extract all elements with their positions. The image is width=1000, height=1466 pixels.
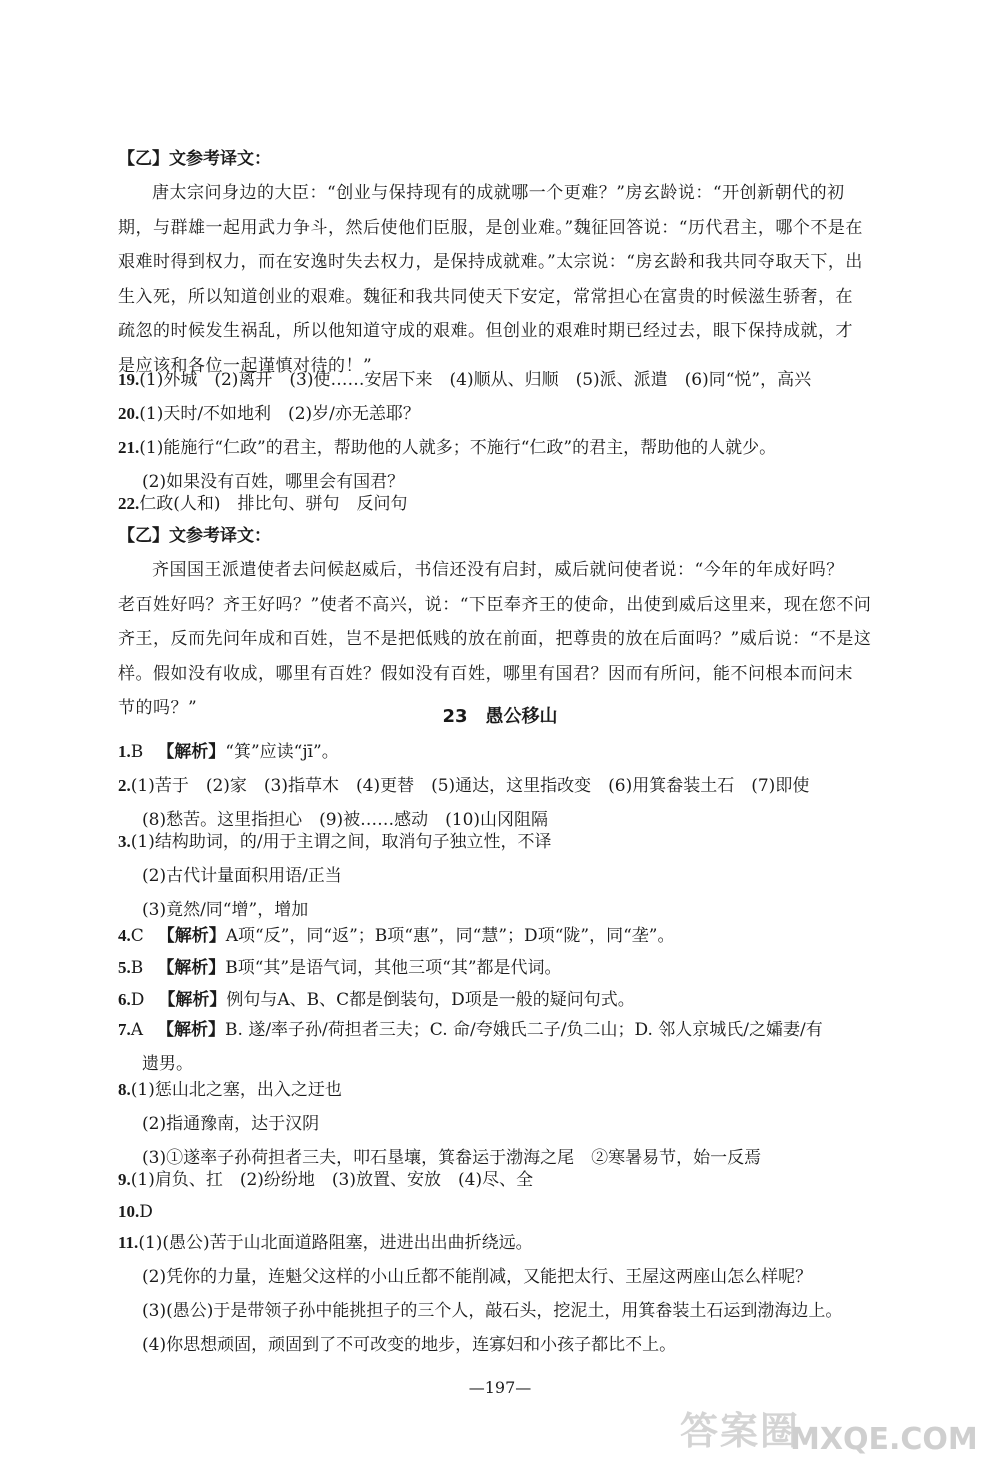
answer-number: 4. [118,926,131,945]
answer-number: 11. [118,1233,139,1252]
answer-subline: (3)(愚公)于是带领子孙中能挑担子的三个人，敲石头，挖泥土，用箕畚装土石运到渤海边上。 [142,1301,843,1321]
answer-choice: C [130,926,144,946]
answer-number: 10. [118,1202,140,1221]
answer-choice: B [130,742,144,762]
yi-translation-paragraph-2 [118,553,958,726]
answer-choice: D [130,990,145,1010]
answer-number: 7. [118,1020,131,1039]
paragraph-line: 艰难时得到权力，而在安逸时失去权力，是保持成就难。”太宗说：“房玄龄和我共同夺取天下，出 [118,252,863,272]
answer-subline: (4)你思想顽固，顽固到了不可改变的地步，连寡妇和小孩子都比不上。 [142,1335,677,1355]
answer-number: 3. [118,832,131,851]
answer-8 [118,1073,958,1175]
answer-text: (1)苦于 (2)家 (3)指草木 (4)更替 (5)通达，这里指改变 (6)用箕畚装土石 (7)即使 [130,776,810,796]
page-number: —197— [468,1378,532,1397]
paragraph-line: 期，与群雄一起用武力争斗，然后使他们臣服，是创业难。”魏征回答说：“历代君主，哪个不是在 [118,217,863,238]
analysis-tag: 【解析】 [157,1020,226,1040]
answer-number: 21. [118,438,140,457]
answer-5 [118,951,958,985]
answer-text: (1)外城 (2)离开 (3)使……安居下来 (4)顺从、归顺 (5)派、派遣 (6)同“悦”，高兴 [139,370,812,390]
analysis-tag: 【解析】 [157,926,226,946]
paragraph-line: 疏忽的时候发生祸乱，所以他知道守成的艰难。但创业的艰难时期已经过去，眼下保持成就，才 [118,321,853,341]
answer-number: 20. [118,404,140,423]
watermark-url: MXQE.COM [790,1422,978,1457]
watermark-logo [680,1400,980,1458]
analysis-text: 例句与A、B、C都是倒装句，D项是一般的疑问句式。 [226,990,635,1010]
answer-text: (1)惩山北之塞，出入之迂也 [130,1080,342,1100]
answer-subline: (2)如果没有百姓，哪里会有国君？ [142,472,405,492]
paragraph-line: 齐王，反而先问年成和百姓，岂不是把低贱的放在前面，把尊贵的放在后面吗？”威后说：“不是这 [118,629,872,649]
answer-20 [118,397,958,431]
yi-translation-header-1: 【乙】文参考译文： [118,149,271,169]
paragraph-line: 样。假如没有收成，哪里有百姓？假如没有百姓，哪里有国君？因而有所问，能不问根本而问末 [118,663,853,684]
answer-subline: (2)指通豫南，达于汉阴 [142,1114,320,1134]
paragraph-line: 齐国国王派遣使者去问候赵威后，书信还没有启封，威后就问使者说：“今年的年成好吗？ [152,560,844,580]
answer-subline: (2)凭你的力量，连魁父这样的小山丘都不能削减，又能把太行、王屋这两座山怎么样呢？ [142,1267,813,1287]
analysis-text: A项“反”，同“返”；B项“惠”，同“慧”；D项“陇”，同“垄”。 [225,926,675,946]
answer-number: 19. [118,370,140,389]
answer-22 [118,487,958,521]
analysis-text: B. 遂/率子孙/荷担者三夫；C. 命/夸娥氏二子/负二山；D. 邻人京城氏/之孀妻/有 [225,1020,823,1040]
answer-text: 仁政(人和) 排比句、骈句 反问句 [139,494,408,514]
answer-text: (1)肩负、扛 (2)纷纷地 (3)放置、安放 (4)尽、全 [130,1170,534,1190]
answer-number: 1. [118,742,131,761]
answer-subline: (2)古代计量面积用语/正当 [142,866,342,886]
analysis-tag: 【解析】 [157,958,226,978]
answer-number: 8. [118,1080,131,1099]
paragraph-line: 唐太宗问身边的大臣：“创业与保持现有的成就哪一个更难？”房玄龄说：“开创新朝代的初 [152,183,845,203]
answer-choice: B [130,958,144,978]
paragraph-line: 生入死，所以知道创业的艰难。魏征和我共同使天下安定，常常担心在富贵的时候滋生骄奢，在 [118,286,853,307]
paragraph-line: 老百姓好吗？齐王好吗？”使者不高兴，说：“下臣奉齐王的使命，出使到威后这里来，现在您不问 [118,594,872,615]
answer-number: 2. [118,776,131,795]
section-title: 23 愚公移山 [442,706,558,727]
answer-3 [118,825,958,927]
answer-text: (1)(愚公)苦于山北面道路阻塞，进进出出曲折绕远。 [138,1233,533,1253]
analysis-text: “箕”应读“jī”。 [225,742,339,762]
answer-number: 22. [118,494,140,513]
yi-translation-header-2: 【乙】文参考译文： [118,526,271,546]
analysis-tag: 【解析】 [157,742,226,762]
answer-text: (1)结构助词，的/用于主谓之间，取消句子独立性，不译 [130,832,552,852]
paragraph-line: 节的吗？” [118,698,198,718]
answer-number: 5. [118,958,131,977]
analysis-text: B项“其”是语气词，其他三项“其”都是代词。 [225,958,562,978]
answer-1 [118,735,958,769]
watermark-text: 答案圈 [680,1409,801,1453]
answer-text: (1)能施行“仁政”的君主，帮助他的人就多；不施行“仁政”的君主，帮助他的人就少。 [139,438,777,458]
answer-subline: (3)竟然/同“增”，增加 [142,900,309,920]
answer-subline: (8)愁苦。这里指担心 (9)被……感动 (10)山冈阻隔 [142,810,549,830]
paragraph-line: 是应该和各位一起谨慎对待的！” [118,355,373,376]
answer-9 [118,1163,958,1197]
answer-choice: D [139,1202,153,1222]
answer-7 [118,1013,958,1081]
answer-19 [118,363,958,397]
answer-10 [118,1195,958,1229]
analysis-tag: 【解析】 [158,990,227,1010]
answer-6 [118,983,958,1017]
answer-text: (1)天时/不如地利 (2)岁/亦无恙耶？ [139,404,420,424]
answer-number: 9. [118,1170,131,1189]
answer-4 [118,919,958,953]
answer-subline: (3)①遂率子孙荷担者三夫，叩石垦壤，箕畚运于渤海之尾 ②寒暑易节，始一反焉 [142,1148,762,1168]
yi-translation-paragraph-1 [118,176,958,383]
answer-choice: A [130,1020,144,1040]
answer-11 [118,1226,958,1362]
answer-number: 6. [118,990,131,1009]
answer-subline: 遗男。 [142,1054,193,1074]
